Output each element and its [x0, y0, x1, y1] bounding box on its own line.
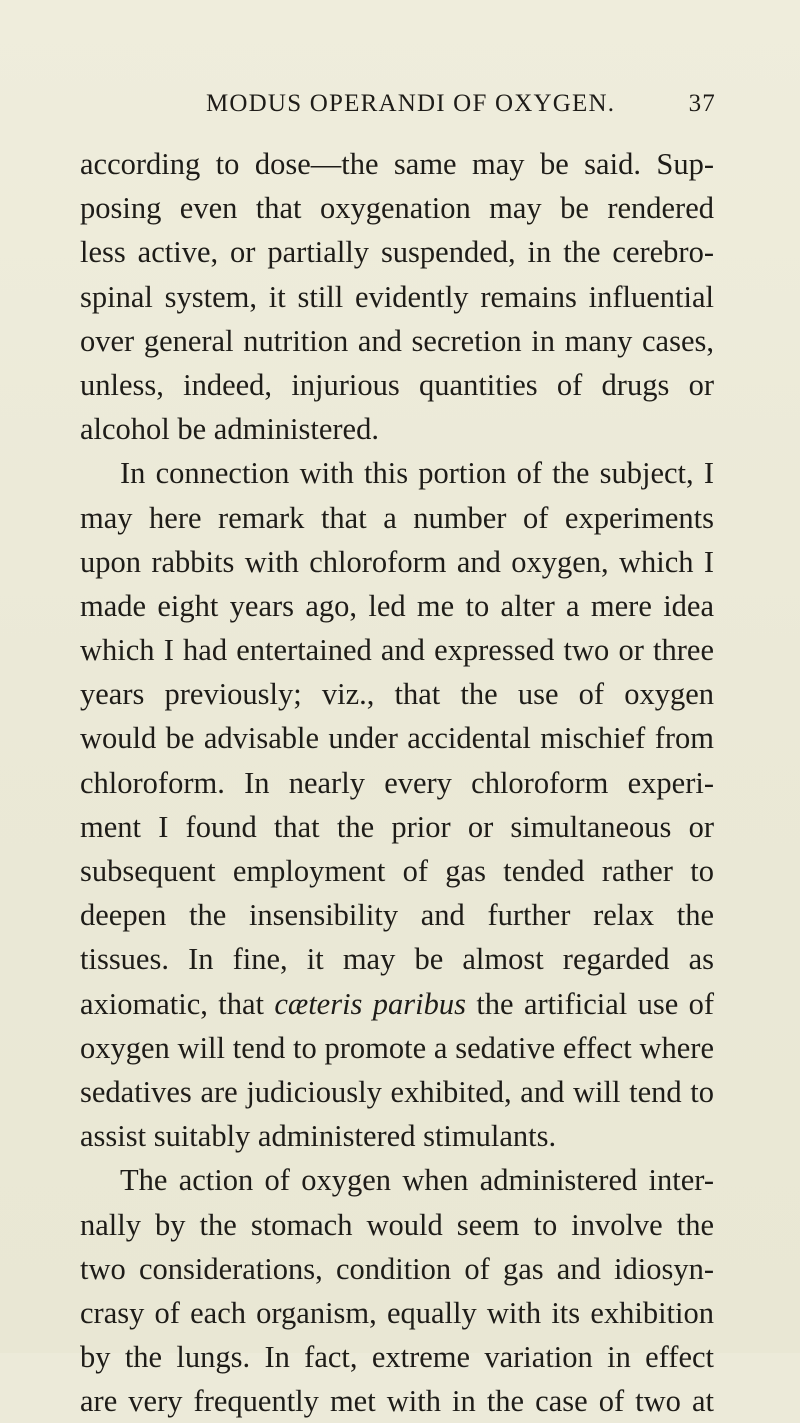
text-line: oxygen will tend to promote a sedative effect where [80, 1030, 714, 1065]
text-line: years previously; viz., that the use of oxygen [80, 677, 714, 712]
text-line: The action of oxygen when administered inter- [120, 1163, 714, 1198]
line-segment-before: axiomatic, that [80, 986, 275, 1021]
text-line: are very frequently met with in the case of two at [80, 1384, 714, 1419]
text-line: unless, indeed, injurious quantities of drugs or [80, 367, 714, 402]
text-line: may here remark that a number of experiments [80, 500, 714, 535]
text-line: over general nutrition and secretion in many cases, [80, 323, 714, 358]
running-head [206, 90, 716, 126]
text-line: alcohol be administered. [80, 412, 379, 447]
text-line: sedatives are judiciously exhibited, and will tend to [80, 1074, 714, 1109]
text-line: assist suitably administered stimulants. [80, 1119, 557, 1154]
line-segment-after: the artificial use of [465, 986, 714, 1021]
text-line: ment I found that the prior or simultaneous or [80, 809, 714, 844]
text-line: would be advisable under accidental mischief from [80, 721, 714, 756]
text-line: by the lungs. In fact, extreme variation in effect [80, 1340, 714, 1375]
text-line: subsequent employment of gas tended rather to [80, 854, 714, 888]
text-line: which I had entertained and expressed two or three [80, 633, 714, 668]
running-head-title: MODUS OPERANDI OF OXYGEN. [206, 90, 616, 117]
body-text [80, 142, 714, 1423]
text-line: crasy of each organism, equally with its exhibition [80, 1295, 714, 1330]
text-line: two considerations, condition of gas and idiosyn- [80, 1251, 714, 1286]
text-line-with-italic [80, 982, 714, 1026]
text-line: spinal system, it still evidently remains influential [80, 279, 714, 314]
text-line: deepen the insensibility and further relax the [80, 898, 714, 933]
text-line: tissues. In fine, it may be almost regarded as [80, 942, 714, 977]
text-line: In connection with this portion of the subject, I [120, 456, 714, 491]
text-line: less active, or partially suspended, in the cerebro- [80, 235, 714, 270]
text-line: nally by the stomach would seem to involve the [80, 1207, 714, 1242]
text-line: upon rabbits with chloroform and oxygen, which I [80, 544, 714, 579]
text-line: chloroform. In nearly every chloroform experi- [80, 765, 714, 800]
text-line: according to dose—the same may be said. Sup- [80, 147, 714, 181]
italic-phrase: cæteris paribus [274, 986, 466, 1021]
page-number: 37 [688, 90, 716, 117]
text-line: made eight years ago, led me to alter a mere idea [80, 588, 714, 623]
text-line: posing even that oxygenation may be rendered [80, 191, 714, 226]
